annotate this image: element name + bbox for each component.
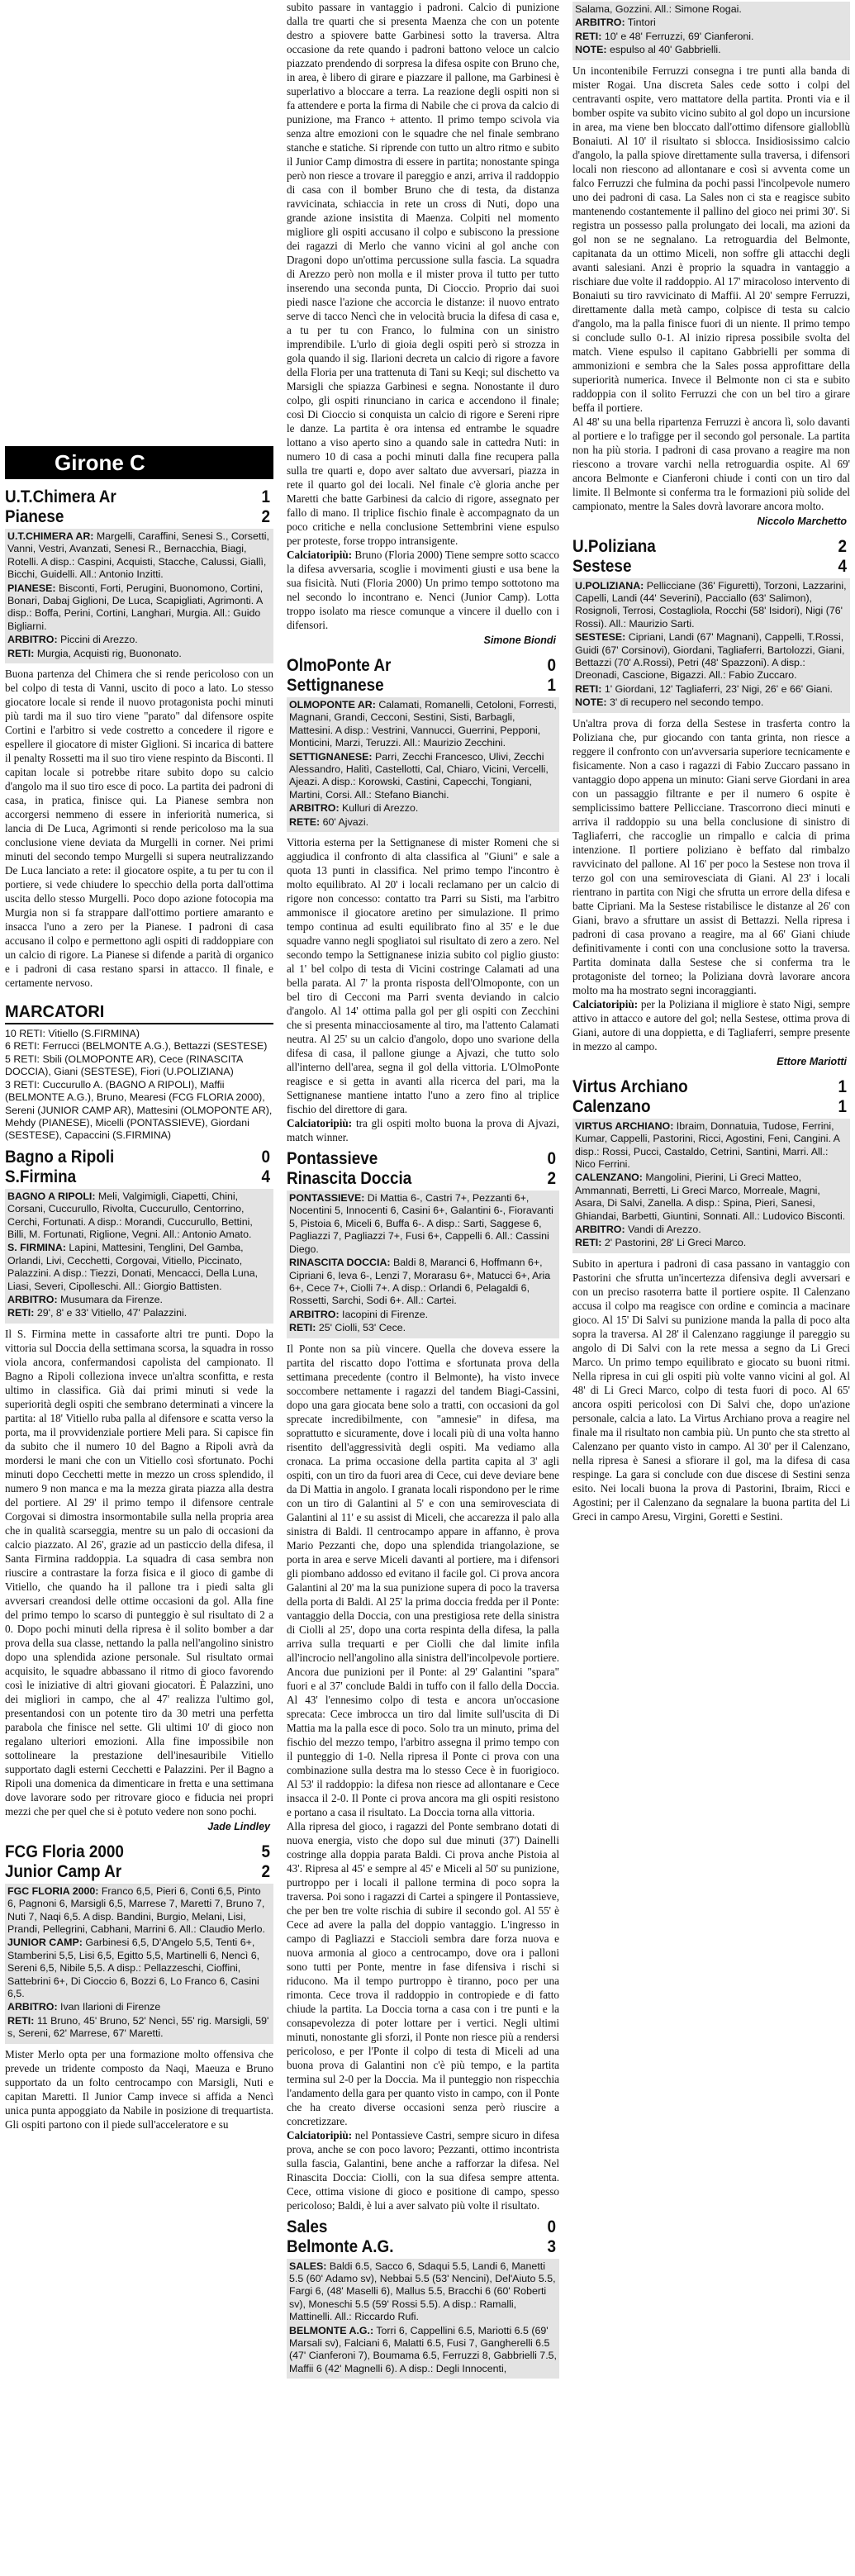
match-report [572, 1077, 850, 1523]
lineup-away-label: S. FIRMINA: [7, 1242, 66, 1254]
home-score: 1 [261, 487, 271, 506]
referee: Iacopini di Firenze. [342, 1308, 429, 1320]
goals: Murgia, Acquisti rig, Buononato. [36, 647, 182, 659]
goals-label: RETI: [575, 682, 602, 695]
lineup-away-label: RINASCITA DOCCIA: [289, 1257, 391, 1269]
away-score: 2 [261, 507, 271, 526]
players-label: Calciatoripiù: [287, 1117, 353, 1130]
lineup-away-label: BELMONTE A.G.: [289, 2324, 374, 2336]
lineup-away-label: JUNIOR CAMP: [7, 1937, 83, 1949]
score-line-home [5, 1148, 273, 1167]
referee: Piccini di Arezzo. [60, 634, 138, 646]
lineup-home: Di Mattia 6-, Castri 7+, Pezzanti 6+, Nocentini 5, Innocenti 6, Casini 6+, Galantini 6-, Fioravanti 5, Pistoia 6, Miceli 6, Buffa 6-. A disp.: Sarti, Saggese 6, Pagliazzi 7, Pagliazzi 7+, Fusi 6+, Cappelli 6. All.: Cassini Diego. [289, 1192, 553, 1255]
referee: Ivan Ilarioni di Firenze [60, 2001, 161, 2013]
score-line-away [572, 557, 850, 577]
lineup-home: Pellicciane (36' Figuretti), Torzoni, Lazzarini, Capelli, Landi (44' Severini), Pacciallo (63' Salimon), Rosignoli, Terrosi, Costagliola, Rocchi (58' Isidori), Nigi (76' Rossi). All.: Maurizio Sarti. [575, 579, 847, 630]
home-team: Pontassieve [287, 1149, 378, 1169]
article-text: Subito in apertura i padroni di casa passano in vantaggio con Pastorini che sfrutta un'incertezza difensiva degli avversari e con un preciso rasoterra batte il portiere ospite. Il Calenzano accusa il colpo ma reagisce con ordine e comincia a macinare gioco. Al 15' Di Salvi su punizione manda la palla di poco alta sopra la traversa. Al 28' il Calenzano raggiunge il pareggio su angolo di Di Salvi con la rete messa a segno da Li Greci Marco. Un primo tempo equilibrato e giocato su buoni ritmi. Nella ripresa in cui gli ospiti più volte vanno vicini al gol. Al 48' di Li Greci Marco, colpo di testa fuori di poco. Al 65' ancora ospiti pericolosi con Di Salvi che, dopo un'azione personale, calcia a lato. La Virtus Archiano prova a reagire nel finale ma il risultato non cambia più. Un punto che sta stretto al Calenzano per quanto visto in campo. Al 30' per il Calenzano, nella ripresa è Sanesi a sfiorare il gol, ma la difesa di casa respinge. La gara si conclude con due discese di Sestini senza esito. Nei locali buona la prova di Pastorini, Ibraim, Ricci e Agostini; per il Calenzano da segnalare la buona partita del Li Greci in campo Aresu, Virgini, Goretti e Sestini. [572, 1257, 850, 1523]
article-body [572, 1257, 850, 1523]
author-signature: Jade Lindley [207, 1820, 270, 1832]
home-team: FCG Floria 2000 [5, 1842, 124, 1861]
away-team: Pianese [5, 507, 64, 526]
home-team: U.T.Chimera Ar [5, 487, 116, 506]
lineup-away: Bisconti, Forti, Perugini, Buonomono, Cortini, Bonari, Dabaj Giglioni, De Luca, Scapigliati, Agrimonti. A disp.: Boffa, Perini, Cortini, Langhari, Murgia. All.: Guido Bigliarni. [7, 582, 264, 632]
lineup-box [5, 529, 273, 663]
author-signature: Ettore Mariotti [777, 1055, 847, 1067]
score-line-away [5, 507, 273, 527]
column-2 [287, 0, 559, 2576]
author-signature: Simone Biondi [483, 634, 556, 646]
home-team: OlmoPonte Ar [287, 656, 392, 675]
home-score: 0 [547, 656, 557, 675]
lineup-away: Baldi 8, Maranci 6, Hoffmann 6+, Cipriani 6, Ieva 6-, Lenzi 7, Morarasu 6+, Matucci 6+, Aria 6+, Cece 7+, Ciolli 7+. A disp.: Orlandi 6, Pelagaldi 6, Rossetti, Sarchi, Sodi 6+. All.: Cartei. [289, 1257, 551, 1307]
scorers-row: 3 RETI: Cuccurullo A. (BAGNO A RIPOLI), Maffii (BELMONTE A.G.), Bruno, Mearesi (FCG FLORIA 2000), Sereni (JUNIOR CAMP AR), Mattesini (OLMOPONTE AR), Mehdy (PIANESE), Micelli (PONTASSIEVE), Giordani (SESTESE), Capaccini (S.FIRMINA) [5, 1078, 273, 1142]
article-body [572, 64, 850, 513]
lineup-box [287, 2259, 559, 2379]
referee-label: ARBITRO: [7, 1293, 58, 1305]
scorers-row: 5 RETI: Sbili (OLMOPONTE AR), Cece (RINASCITA DOCCIA), Giani (SESTESE), Fiori (U.POLIZIANA) [5, 1053, 243, 1078]
score-line-home [287, 2217, 559, 2237]
lineup-away-label: PIANESE: [7, 582, 56, 594]
scorers-list [5, 1028, 273, 1143]
players-text: per la Poliziana il migliore è stato Nigi, sempre attivo in attacco e autore del gol; nella Sestese, ottima prova di Giani, autore di una doppietta, e di Tagliaferri, sempre presente in mezzo al campo. [572, 997, 850, 1053]
goals: 60' Ajvazi. [322, 815, 369, 828]
referee-label: ARBITRO: [7, 634, 58, 646]
score-line-home [5, 1842, 273, 1862]
lineup-away-label: CALENZANO: [575, 1172, 643, 1184]
home-score: 0 [547, 1149, 557, 1169]
score-line-home [287, 1149, 559, 1169]
lineup-home-label: U.T.CHIMERA AR: [7, 530, 94, 542]
away-score: 4 [261, 1167, 271, 1186]
article-body [287, 835, 559, 1144]
lineup-home: Ibraim, Donnatuia, Tudose, Ferrini, Kumar, Cappelli, Pastorini, Ricci, Agostini, Feni, Cangini. A disp.: Rossi, Pucci, Castaldo, Cetrini, Santini, Marri. All.: Nico Ferrini. [575, 1119, 840, 1170]
home-team: U.Poliziana [572, 536, 656, 556]
lineup-away: Torri 6, Cappellini 6.5, Mariotti 6.5 (69' Marsali sv), Falciani 6, Malatti 6.5, Fusi 7, Gangherelli 6.5 (47' Cianferoni 7), Boumama 6.5, Ferruzzi 8, Gabbrielli 7.5, Maffii 6 (42' Magnelli 6). A disp.: Degli Innocenti, [289, 2324, 557, 2374]
goals: 2' Pastorini, 28' Li Greci Marco. [604, 1237, 747, 1249]
players-label: Calciatoripiù: [572, 997, 639, 1010]
lineup-box [572, 578, 850, 713]
score-line-home [287, 656, 559, 676]
home-score: 1 [838, 1077, 848, 1096]
players-label: Calciatoripiù: [287, 2128, 353, 2141]
referee: Kulluri di Arezzo. [342, 802, 419, 815]
lineup-home-label: FGC FLORIA 2000: [7, 1884, 99, 1897]
goals: 10' e 48' Ferruzzi, 69' Cianferoni. [604, 30, 754, 42]
home-team: Sales [287, 2217, 328, 2236]
article-text: Il Ponte non sa più vincere. Quella che doveva essere la partita del riscatto dopo l'ottima e sfortunata prova della settimana precedente (contro il Belmonte), ha visto invece soccombere nettamente i ragazzi del tandem Biagi-Cassini, dopo una gara giocata bene solo a tratti, con occasioni da gol sprecate incredibilmente, con "amnesie" in difesa, ma soprattutto e sicuramente, dove i locali più di una volta hanno risentito dell'aggressività degli ospiti. Ma vediamo alla cronaca. La prima occasione della partita capita al 3' agli ospiti, con un tiro da fuori area di Cece, cui deve deviare bene da Di Mattia in angolo. I granata locali rispondono per le rime con un tiro di Galantini al 5' e con una semirovesciata di Galantini al 11' e su assist di Miceli, che accarezza il palo alla sinistra di Baldi. Il centrocampo appare in affanno, è prova Mario Pezzanti che, dopo una splendida triangolazione, se porta in area e serve Miceli davanti al portiere, ma i difensori gli piombano addosso ed evitano il facile gol. Ci prova ancora Galantini al 20' ma la sua punizione supera di poco la traversa della porta di Baldi. Al 25' la prima doccia fredda per il Ponte: vantaggio della Doccia, con una prestigiosa rete della sinistra di Ciolli al 25', dopo una corta respinta della difesa, la palla arriva sulla trequarti e per Ciolli che dal limite infila all'incrocio nell'angolino alla sinistra dell'incolpevole portiere. Ancora due punizioni per il Ponte: al 29' Galantini "spara" fuori e al 37' conclude Baldi in tuffo con il fallo della Doccia. Al 43' l'ennesimo colpo di testa e ancora un'occasione sprecata: Cece imbrocca un tiro dal limite sull'uscita di Di Mattia ma la palla esce di poco. Solo tra un minuto, prima del fischio del mezzo tempo, l'arbitro assegna il primo tempo con il punteggio di 1-0. Nella ripresa il Ponte ci prova con una combinazione sulla destra ma lo stesso Cece è in fuorigioco. Al 53' il raddoppio: la difesa non riesce ad allontanare e Cece insacca il 2-0. Il Ponte ci prova ancora ma gli ospiti resistono e portano a casa il risultato. La Doccia torna alla vittoria. [287, 1342, 559, 1818]
scorers-heading: MARCATORI [5, 1001, 273, 1024]
lineup-home: Baldi 6.5, Sacco 6, Sdaqui 5.5, Landi 6, Manetti 5.5 (60' Adamo sv), Nebbai 5.5 (53' Nencini), Del'Aiuto 5.5, Fargi 6, (48' Maselli 6), Mallus 5.5, Bracchi 6 (60' Roberti sv), Moneschi 5.5 (59' Rossi 5.5). A disp.: Ramalli, Mattinelli. All.: Riccardo Rufi. [289, 2260, 556, 2323]
away-score: 1 [547, 676, 557, 695]
score-line-home [572, 537, 850, 557]
home-score: 0 [547, 2217, 557, 2236]
lineup-continued: Salama, Gozzini. All.: Simone Rogai. [575, 3, 742, 15]
lineup-away: Parri, Zecchi Francesco, Ulivi, Zecchi Alessandro, Halitì, Castellotti, Cal, Chiaro, Vicini, Vercelli, Ajeazi. A disp.: Korowski, Castini, Capecchi, Tongiani, Martini, Corsi. All.: Stefano Bianchi. [289, 750, 549, 801]
author-signature: Niccolo Marchetto [757, 515, 847, 527]
away-team: Belmonte A.G. [287, 2236, 394, 2256]
notes-label: NOTE: [575, 696, 607, 709]
lineup-home: Margelli, Caraffini, Senesi S., Corsetti, Vanni, Vestri, Avanzati, Senesi R., Bernacchia, Biagi, Rotelli. A disp.: Caspini, Acquisti, Stacche, Calussi, Giallì, Bicchi, Guidelli. All.: Antonio Inzitti. [7, 530, 269, 581]
lineup-away: Garbinesi 6,5, D'Angelo 5,5, Tenti 6+, Stamberini 5,5, Lisi 6,5, Egitto 5,5, Martinelli 6, Nencì 6, Sereni 6,5, Nibile 5,5. A disp.: Pellazzeschi, Cioffini, Sattebrini 6+, Di Cioccio 6, Bozzi 6, Lo Franco 6, Casini 6,5. [7, 1937, 260, 2000]
match-report [5, 1148, 273, 1834]
lineup-home-label: SALES: [289, 2260, 327, 2272]
notes: espulso al 40' Gabbrielli. [610, 44, 721, 56]
article-text: Alla ripresa del gioco, i ragazzi del Ponte sembrano dotati di nuova energia, visto che dopo sul due minuti (37') Dainelli costringe alla doppia parata Baldi. Ci prova anche Pistoia al 43'. Ripresa al 45' e sempre al 45' e Miceli al 50' su punizione, purtroppo per i locali il pallone termina di poco sopra la traversa. Poi sono i ragazzi di Cartei a spingere il Pontassieve, che per ben tre volte rischia di subire il secondo gol. Al 55' è Cece ad avere la palla del doppio vantaggio. L'ingresso in campo di Pagliazzi e Staccioli sembra dare forza nuova e nuova armonia al gioco a centrocampo, dove ora i palloni sono tutti per Ponte, mentre in fase difensiva i rischi si riducono. Ma il tempo purtroppo è tiranno, poco per una rimonta. Cece trova il raddoppio in contropiede e di fatto chiude la partita. La Doccia torna a casa con i tre punti e la consapevolezza di poter lottare per i vertici. Negli ultimi minuti, nonostante gli sforzi, il Ponte non riesce più a rendersi pericoloso, e per l'Ponte il colpo di testa di Miceli ad una buona prova di Galantini non c'è più tempo, e la partita termina sul 2-0 per la Doccia. Ma il punteggio non rispecchia l'andamento della gara per quanto visto in campo, con il Ponte che ha creato diverse occasioni senza però riuscire a concretizzare. [287, 1819, 559, 2127]
article-body [5, 667, 273, 990]
lineup-home: Calamati, Romanelli, Cetoloni, Forresti, Magnani, Grandi, Cecconi, Sestini, Sisti, Barbagli, Mattesini. A disp.: Vestrini, Vannucci, Guerrini, Pepponi, Monticini, Marzi, Teruzzi. All.: Maurizio Zecchini. [289, 699, 557, 749]
column-1 [5, 0, 273, 2576]
away-score: 2 [547, 1169, 557, 1189]
goals-label: RETE: [289, 815, 321, 828]
match-report [287, 2217, 559, 2379]
away-score: 1 [838, 1096, 848, 1116]
away-score: 4 [838, 556, 848, 576]
home-score: 2 [838, 536, 848, 556]
article-body [287, 1342, 559, 2212]
goals-label: RETI: [7, 647, 35, 659]
home-team: Bagno a Ripoli [5, 1147, 115, 1167]
goals: 25' Ciolli, 53' Cece. [318, 1322, 406, 1334]
referee-label: ARBITRO: [289, 1308, 340, 1320]
notes: 3' di recupero nel secondo tempo. [610, 696, 764, 709]
away-team: Sestese [572, 556, 632, 576]
lineup-home-label: PONTASSIEVE: [289, 1192, 365, 1205]
home-score: 0 [261, 1147, 271, 1167]
players-text: tra gli ospiti molto buona la prova di Ajvazi, match winner. [287, 1117, 559, 1144]
away-score: 2 [261, 1861, 271, 1881]
article-text: Vittoria esterna per la Settignanese di mister Romeni che si aggiudica il confronto di alta classifica al "Giuni" e sale a quota 13 punti in classifica. Nel primo tempo l'incontro è molto equilibrato. Al 20' i locali reclamano per un calcio di rigore non concesso: contatto tra Parri su Sisti, ma l'arbitro ammonisce il giocatore aretino per simulazione. Il primo tempo continua ad esulti equilibrato fino al 35' e le due squadre vanno negli spogliatoi sul risultato di zero a zero. Nel secondo tempo la Settignanese inizia subito col piglio giusto: al 1' bel colpo di testa di Vicini costringe Calamati ad una bella parata. Al 7' la pronta risposta dell'Olmoponte, con un bel tiro di Cecconi ma Parri sventa deviando in calcio d'angolo. Al 14' ottima palla gol per gli ospiti con Zecchini che si presenta minacciosamente al tiro, ma l'attento Calamati neutra. Al 25' su un calcio d'angolo, dopo uno svarione della difesa di casa, il pallone giunge a Ajvazi, che tutto solo all'interno dell'area, segna il gol della vittoria. L'OlmoPonte reagisce e si getta in avanti alla ricerca del pari, ma la Settignanese mantiene intatto l'uno a zero fino al triplice fischio del direttore di gara. [287, 836, 559, 1116]
article-text: Il S. Firmina mette in cassaforte altri tre punti. Dopo la vittoria sul Doccia della settimana scorsa, la squadra in rosso viola ancora, confermandosi capolista del campionato. Il Bagno a Ripoli colleziona invece un'altra sconfitta, e resta ultimo in classifica. Già dai primi minuti si vede la superiorità degli ospiti che sembrano determinati a vincere la partita: al 18' Vitiello ruba palla al difensore e scatta verso la porta, ma il provvidenziale portiere Meli para. Si capisce fin da subito che il numero 10 del Bagno a Ripoli avrà da mordersi le mani che con un Vitiello così sfortunato. Pochi minuti dopo Cecchetti mette in mezzo un cross splendido, il numero 9 non manca e ma la mezza girata piazza alla destra del portiere. Al 29' il primo tempo il difensore centrale Corgovai si dimostra insormontabile sulla nella propria area che in qualità scarseggia, mentre su un palo di occasioni da calcio piazzato. Al 26', grazie ad un pasticcio della difesa, il Santa Firmina raddoppia. La squadra di casa sembra non riuscire a contrastare la forza fisica e il gioco di gambe di Vitiello, che quando ha il pallone tra i piedi salta gli avversari creandosi delle ottime occasioni da gol. Alla fine del primo tempo lo scarso di punteggio è sul risultato di 2 a 0. Dopo pochi minuti della ripresa è il solito bomber a dar prova della sua classe, nettando la palla nell'angolino sinistro dopo una splendida azione personale. Sul risultato ormai acquisito, le squadre abbassano il ritmo di gioco favorendo così le iniziative di altri giovani giocatori. È Palazzini, uno dei migliori in campo, che al 47' realizza l'ultimo gol, presentandosi con un potente tiro da 30 metri una perfetta parabola che finisce nel sette. Gli ultimi 10' di gioco non regalano ulteriori emozioni. Alla fine impossibile non sottolineare la prestazione dell'inesauribile Vitiello supportato dagli esterni Cecchetti e Palazzini. Per il Bagno a Ripoli una domenica da dimenticare in fretta e una settimana dove lavorare sodo per ritrovare gioco e fiducia nei propri mezzi che per quel che si è potuto vedere non sono pochi. [5, 1327, 273, 1818]
section-title: Girone C [5, 446, 273, 479]
lineup-home-label: BAGNO A RIPOLI: [7, 1190, 96, 1202]
article-text: Un incontenibile Ferruzzi consegna i tre punti alla banda di mister Rogai. Una discreta Sales cede sotto i colpi del centravanti ospite, vero mattatore della partita. Pronti via e il bomber ospite va subito vicino subito al gol dopo un incursione in area, ma viene ben bloccato dall'ottimo difensore giallobllù Bonaiuti. Al 10' il risultato si sblocca. Insidiosissimo calcio d'angolo, la palla spiove direttamente sulla traversa, i difensori locali non riescono ad allontanare e così si avventa come un falco Ferruzzi che fulmina da pochi passi l'incolpevole numero uno dei padroni di casa. La Sales non ci sta e reagisce subito mantenendo costantemente il pallino del gioco nei primi 30'. Si registra un possesso palla prolungato dei locali, ma azioni da gol non se ne segnalano. La retroguardia del Belmonte, capitanata da un ottimo Miceli, non soffre gli attacchi degli avanti salesiani. Anzi è proprio la squadra in vantaggio a rischiare due volte il raddoppio. Al 17' miracoloso intervento di Bonaiuti su tiro ravvicinato di Maffii. Al 20' sempre Ferruzzi, direttamente dalla metà campo, colpisce di testa su calcio d'angolo, ma la palla finisce fuori di un niente. Il primo tempo si conclude sullo 0-1. Al inizio ripresa possibile svolta del match. Viene espulso il capitano Gabbrielli per somma di ammonizioni e sembra che la Sales possa approfittare della superiorità numerica. Invece il Belmonte non ci sta e subito raddoppia con il solito Ferruzzi che con un bel tiro a girare beffa il portiere. [572, 64, 850, 414]
referee-label: ARBITRO: [575, 1223, 625, 1235]
players-text: nel Pontassieve Castri, sempre sicuro in difesa prova, anche se con poco lavoro; Pezzanti, ottimo incontrista sulla fascia, Galantini, bene anche a rafforzar la difesa. Nel Rinascita Doccia: Ciolli, con la sua difesa sempre attenta. Cece, ottima visione di gioco e positione di campo, spesso pericoloso; Baldi, è lui a aver salvato più volte il risultato. [287, 2128, 559, 2212]
away-team: Rinascita Doccia [287, 1169, 412, 1189]
article-text: Mister Merlo opta per una formazione molto offensiva che prevede un tridente composto da Naqi, Maeuza e Bruno supportato da un folto centrocampo con Marsigli, Nuti e capitan Maretti. Il Junior Camp invece si affida a Nencì unica punta appoggiato da Nabile in posizione di trequartista. Gli ospiti partono con il piede sull'acceleratore e su [5, 2047, 273, 2131]
article-text: subito passare in vantaggio i padroni. Calcio di punizione dalla tre quarti che si presenta Maenza che con un potente destro a spiovere batte Garbinesi sotto la traversa. Altra occasione da rete quando i padroni battono veloce un calcio piazzato prendendo di sorpresa la difesa ospite con Bruno che, in area, è libero di girare e piazzare il pallone, ma Garbinesi è superlativo a bloccare a terra. La reazione degli ospiti non si fa attendere e porta la firma di Nabile che ci prova da calcio di punizione, ma Franco + attento. Il primo tempo scivola via senza altre emozioni con le squadre che nel finale sembrano stanche e statiche. Si riprende con tutto un altro ritmo e subito il Junior Camp dimostra di essere in partita; nonostante spinga però non riesce a trovare il pareggio e anzi, arriva il raddoppio di casa con il bomber Bruno che di testa, da distanza ravvicinata, schiaccia in rete un cross di Nuti, dopo una grande azione insistita di Maenza. Colpiti nel momento migliore gli ospiti accusano il colpo e subiscono la pressione dei ragazzi di Merlo che vanno vicini al gol anche con Dragoni dopo un'ottima percussione sulla fascia. La squadra di Arezzo però non molla e il mister prova il tutto per tutto inserendo una seconda punta, Di Cioccio. Proprio dai suoi piedi nasce l'azione che accorcia le distanze: il nuovo entrato serve di tacco Nencì che in velocità brucia la difesa di casa e, a tu per tu con Franco, lo fulmina con un sinistro imprendibile. L'urlo di gioia degli ospiti però si strozza in gola quando il sig. Ilarioni decreta un calcio di rigore a favore della Floria per una trattenuta di Tani su Keqi; sul dischetto va Marsigli che spiazza Garbinesi e segna. Nonostante il duro colpo, gli ospiti rinunciano in carica e accendono il finale; così Di Cioccio si conquista un calcio di rigore e Sereni ripre le danze. La partita è ora intensa ed entrambe le squadre lottano a viso aperto sino a quando sale in cattedra Nuti: in numero 10 di casa a pochi minuti dalla fine recupera palla sulla tre quarti e, dopo aver saltato due avversari, piazza in rete il quarto gol dei locali. Nel finale c'è gloria anche per Maretti che batte Garbinesi da calcio di rigore, assegnato per fallo di mano. Il triplice fischio finale è accompagnato da un poco critiche e nella conclusione Settembrini viene espulso per proteste, forse troppo intransigente. [287, 1, 559, 547]
scorers-row: 6 RETI: Ferrucci (BELMONTE A.G.), Bettazzi (SESTESE) [5, 1040, 268, 1053]
lineup-away-label: SETTIGNANESE: [289, 750, 373, 763]
lineup-home: Meli, Valgimigli, Ciapetti, Chini, Corsani, Cuccurullo, Rivolta, Cuccurullo, Centorrino, Cerchi, Fortunati. A disp.: Morandi, Cuccurullo, Bettini, Billi, M. Fortunati, Riglione, Vegni. All.: Antonio Amato. [7, 1190, 253, 1240]
goals-label: RETI: [7, 1307, 35, 1319]
score-line-away [5, 1167, 273, 1187]
notes-label: NOTE: [575, 44, 607, 56]
goals: 29', 8' e 33' Vitiello, 47' Palazzini. [36, 1307, 188, 1319]
players-label: Calciatoripiù: [287, 549, 353, 561]
article-body [5, 2047, 273, 2132]
article-body [572, 716, 850, 1053]
goals: 1' Giordani, 12' Tagliaferri, 23' Nigi, 26' e 66' Giani. [604, 682, 833, 695]
away-team: Junior Camp Ar [5, 1861, 122, 1881]
article-text: Buona partenza del Chimera che si rende pericoloso con un bel colpo di testa di Vanni, uscito di poco a lato. Lo stesso giocatore locale si rende il nuovo protagonista pochi minuti più tardi ma il suo tiro viene "parato" dal difensore ospite Cortini e l'arbitro si vede costretto a concedere il rigore e espellere il giocatore di mister Giglioni. Si incarica di battere il penalty Rossetti ma il suo tiro viene respinto da Bisconti. Il capitan locale si potrebbe ritare subito dopo su calcio d'angolo ma il suo tiro esce di poco. La partita dei padroni di casa, in pratica, finisce qui. La Pianese sembra non accorgersi nemmeno di essere in inferiorità numerica, si lancia di De Luca, Agrimonti si rende pericoloso ma la sua conclusione viene deviata da Murgelli in corner. Nei primi minuti del secondo tempo Murgelli si supera neutralizzando De Luca lanciato a rete: il giocatore ospite, a tu per tu con il portiere, si vede chiudere lo specchio della porta dall'ottima uscita dello stesso Murgelli. Poco dopo azione fotocopia ma Murgia non si fa strappare dall'ottimo portiere amaranto e insacca l'uno a zero per la Pianese. I padroni di casa accusano il colpo e permettono agli ospiti di raddoppiare con un calcio di rigore. La Pianese si difende a parità di organico e i padroni di casa restano sparsi in attacco. Il finale, e certamente nervoso. [5, 668, 273, 990]
match-report [287, 656, 559, 1144]
goals-label: RETI: [575, 30, 602, 42]
lineup-box [572, 2, 850, 60]
referee-label: ARBITRO: [575, 17, 625, 29]
match-report [5, 1842, 273, 2132]
score-line-away [287, 676, 559, 696]
lineup-box [572, 1119, 850, 1253]
referee: Musumara da Firenze. [60, 1293, 163, 1305]
score-line-away [572, 1097, 850, 1117]
players-text: Bruno (Floria 2000) Tiene sempre sotto scacco la difesa avversaria, scoglie i movimenti giusti e usa bene la sua fisicità. Nuti (Floria 2000) Un primo tempo sottotono ma nel secondo lo incontrano e. Nenci (Junior Camp). Lotta troppo isolato ma riesce comunque a vincere il duello con i difensori. [287, 549, 559, 631]
home-score: 5 [261, 1842, 271, 1861]
away-team: S.Firmina [5, 1167, 77, 1186]
lineup-home-label: U.POLIZIANA: [575, 579, 644, 592]
referee: Vandi di Arezzo. [628, 1223, 701, 1235]
match-report [5, 487, 273, 990]
scorers-row: 10 RETI: Vitiello (S.FIRMINA) [5, 1028, 140, 1040]
article-text: Al 48' su una bella ripartenza Ferruzzi è ancora lì, solo davanti al portiere e lo trafigge per il secondo gol personale. La partita non ha più storia. I padroni di casa provano a reagire ma non riescono a trovare varchi nella retroguardia ospite. Al 69' ancora Belmonte e Cianferoni chiude i conti con un tiro dal limite. Il Belmonte si conferma tra le formazioni più solide del campionato, mentre la Sales dovrà lavorare ancora molto. [572, 415, 850, 512]
referee-label: ARBITRO: [7, 2001, 58, 2013]
match-report [572, 537, 850, 1069]
away-team: Settignanese [287, 676, 384, 695]
lineup-away: Cipriani, Landi (67' Magnani), Cappelli, T.Rossi, Guidi (67' Corsinovi), Giordani, Tagliaferri, Bartolozzi, Giani, Bettazzi (70' A.Rossi), Petri (48' Spazzoni). A disp.: Dreonadi, Cascione, Bigazzi. All.: Fabio Zuccaro. [575, 631, 845, 682]
lineup-away: Lapini, Mattesini, Tenglini, Del Gamba, Orlandi, Livi, Cecchetti, Corgovai, Vitiello, Piccinato, Palazzini. A disp.: Tiezzi, Donati, Mencacci, Della Luna, Liasi, Severi, Cipolleschi. All.: Giorgio Battisten. [7, 1242, 259, 1292]
goals-label: RETI: [7, 2014, 35, 2027]
referee: Tintori [627, 17, 656, 29]
lineup-home-label: OLMOPONTE AR: [289, 699, 376, 711]
lineup-box [287, 697, 559, 832]
match-report [287, 1149, 559, 2212]
lineup-away: Mangolini, Pierini, Li Greci Matteo, Ammannati, Berretti, Li Greci Marco, Morreale, Magni, Asara, Di Salvi, Zanella. A disp.: Spina, Pieri, Sanesi, Ghiandai, Barbetti, Giuntini, Sonnati. All.: Ludovico Bisconti. [575, 1172, 846, 1222]
lineup-box [287, 1191, 559, 1338]
lineup-away-label: SESTESE: [575, 631, 626, 644]
score-line-home [5, 487, 273, 507]
article-text: Un'altra prova di forza della Sestese in trasferta contro la Poliziana che, pur giocando con tanta grinta, non riesce a reggere il confronto con un'avversaria superiore tecnicamente e fisicamente. Non a caso i ragazzi di Fabio Zuccaro passano in vantaggio dopo appena un minuto: Giani serve Giordani in area con un passaggio filtrante e per il numero 6 ospite è semplicissimo battere Pellicciane. Trascorrono dieci minuti e arriva il raddoppio su una bella conclusione di sinistro di Tagliaferri, che raccoglie un rimpallo e calcia di prima intenzione. Il portiere poliziano è beffato dal rimbalzo ravvicinato del pallone. Al 16' per poco la Sestese non trova il terzo gol con una semirovesciata di Giani. Al 23' i locali rientrano in partita con Nigi che sfrutta un errore della difesa e batte Cipriani. Ma la Sestese ristabilisce le distanze al 26' con Giani, bravo a sfruttare un assist di Bettazzi. Nella ripresa i padroni di casa provano a reagire, ma al 66' Giani chiude definitivamente i conti con una conclusione sotto la traversa. Partita dominata dalla Sestese che si conferma tra le protagoniste del torneo; la Poliziana dovrà lavorare ancora molto ma ha mostrato segni incoraggianti. [572, 716, 850, 996]
referee-label: ARBITRO: [289, 802, 340, 815]
lineup-box [5, 1189, 273, 1324]
home-team: Virtus Archiano [572, 1077, 688, 1096]
lineup-home: Franco 6,5, Pieri 6, Conti 6,5, Pinto 6, Pagnoni 6, Marsigli 6,5, Marrese 7, Maretti 7, Bruno 7, Nuti 7, Naqi 6,5. A disp. Bandini, Burgio, Melani, Lisi, Prandi, Pellegrini, Cabhani, Marrini 6. All.: Claudio Merlo. [7, 1884, 265, 1935]
goals-label: RETI: [289, 1322, 316, 1334]
article-body [5, 1327, 273, 1818]
away-team: Calenzano [572, 1096, 651, 1116]
article-body [287, 0, 559, 632]
score-line-away [287, 1169, 559, 1189]
goals-label: RETI: [575, 1237, 602, 1249]
lineup-box [5, 1884, 273, 2044]
score-line-away [5, 1862, 273, 1882]
score-line-away [287, 2237, 559, 2257]
score-line-home [572, 1077, 850, 1097]
column-3 [572, 0, 850, 2576]
lineup-home-label: VIRTUS ARCHIANO: [575, 1119, 674, 1132]
away-score: 3 [547, 2236, 557, 2256]
goals: 11 Bruno, 45' Bruno, 52' Nencì, 55' rig. Marsigli, 59' s, Sereni, 62' Marrese, 67' Maretti. [7, 2014, 269, 2040]
